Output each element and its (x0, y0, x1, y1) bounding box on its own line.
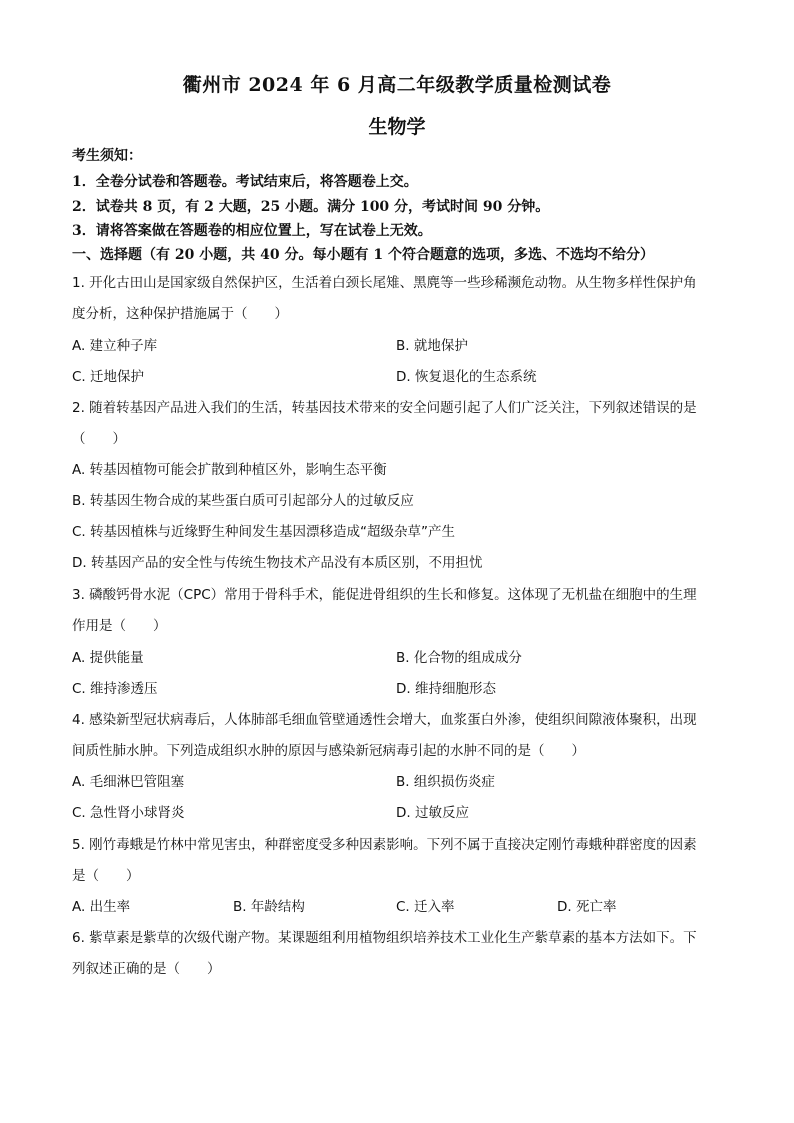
question-4-line-1: 4. 感染新型冠状病毒后，人体肺部毛细血管壁通透性会增大，血浆蛋白外渗，使组织间隙液体聚积，出现 (72, 712, 697, 728)
question-2-option-d: D. 转基因产品的安全性与传统生物技术产品没有本质区别，不用担忧 (72, 555, 483, 571)
notice-item-2: 2．试卷共 8 页，有 2 大题，25 小题。满分 100 分，考试时间 90 分钟。 (72, 199, 550, 215)
question-4-line-2: 间质性肺水肿。下列造成组织水肿的原因与感染新冠病毒引起的水肿不同的是（ ） (72, 743, 585, 759)
question-2-line-1: 2. 随着转基因产品进入我们的生活，转基因技术带来的安全问题引起了人们广泛关注，下列叙述错误的是 (72, 400, 697, 416)
question-3-option-d: D. 维持细胞形态 (396, 681, 496, 697)
question-6-line-2: 列叙述正确的是（ ） (72, 961, 221, 977)
question-5-option-c: C. 迁入率 (396, 899, 455, 915)
question-5-option-a: A. 出生率 (72, 899, 131, 915)
exam-title: 衢州市 2024 年 6 月高二年级教学质量检测试卷 (182, 74, 612, 96)
question-1-option-d: D. 恢复退化的生态系统 (396, 369, 537, 385)
question-6-line-1: 6. 紫草素是紫草的次级代谢产物。某课题组利用植物组织培养技术工业化生产紫草素的基本方法如下。下 (72, 930, 697, 946)
question-4-option-a: A. 毛细淋巴管阻塞 (72, 774, 185, 790)
question-2-line-2: （ ） (72, 431, 126, 447)
question-4-option-d: D. 过敏反应 (396, 805, 469, 821)
subject-title: 生物学 (368, 116, 426, 138)
question-2-option-c: C. 转基因植株与近缘野生种间发生基因漂移造成“超级杂草”产生 (72, 524, 455, 540)
question-1-line-2: 度分析，这种保护措施属于（ ） (72, 306, 288, 322)
question-3-option-c: C. 维持渗透压 (72, 681, 158, 697)
question-5-line-1: 5. 刚竹毒蛾是竹林中常见害虫，种群密度受多种因素影响。下列不属于直接决定刚竹毒蛾种群密度的因素 (72, 837, 697, 853)
question-3-option-a: A. 提供能量 (72, 650, 144, 666)
question-3-option-b: B. 化合物的组成成分 (396, 650, 522, 666)
question-3-line-2: 作用是（ ） (72, 618, 167, 634)
question-5-option-d: D. 死亡率 (557, 899, 617, 915)
question-1-option-b: B. 就地保护 (396, 338, 468, 354)
question-5-line-2: 是（ ） (72, 868, 140, 884)
notice-item-3: 3．请将答案做在答题卷的相应位置上，写在试卷上无效。 (72, 223, 432, 239)
notice-heading: 考生须知： (72, 148, 142, 164)
question-5-option-b: B. 年龄结构 (233, 899, 305, 915)
section-heading: 一、选择题（有 20 小题，共 40 分。每小题有 1 个符合题意的选项，多选、不选均不给分） (72, 247, 654, 263)
question-1-line-1: 1. 开化古田山是国家级自然保护区，生活着白颈长尾雉、黑麂等一些珍稀濒危动物。从生物多样性保护角 (72, 275, 697, 291)
question-4-option-b: B. 组织损伤炎症 (396, 774, 495, 790)
question-4-option-c: C. 急性肾小球肾炎 (72, 805, 185, 821)
question-1-option-c: C. 迁地保护 (72, 369, 145, 385)
question-2-option-b: B. 转基因生物合成的某些蛋白质可引起部分人的过敏反应 (72, 493, 414, 509)
question-1-option-a: A. 建立种子库 (72, 338, 158, 354)
notice-item-1: 1．全卷分试卷和答题卷。考试结束后，将答题卷上交。 (72, 174, 418, 190)
question-3-line-1: 3. 磷酸钙骨水泥（CPC）常用于骨科手术，能促进骨组织的生长和修复。这体现了无机盐在细胞中的生理 (72, 587, 697, 603)
question-2-option-a: A. 转基因植物可能会扩散到种植区外，影响生态平衡 (72, 462, 387, 478)
